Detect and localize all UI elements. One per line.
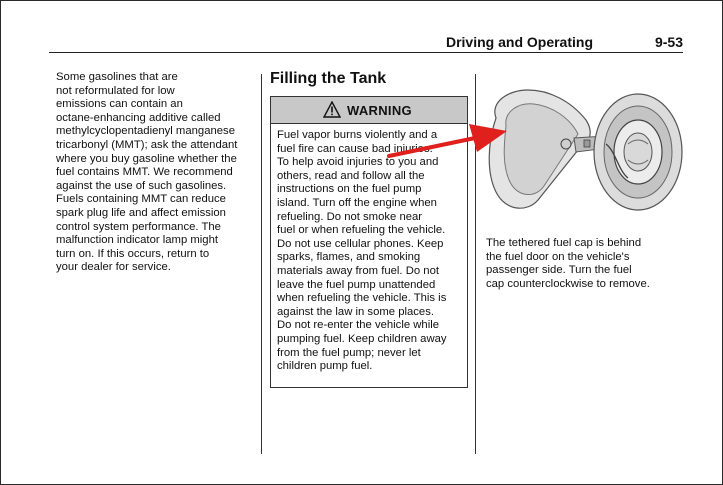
warning-line: fuel fire can cause bad injuries.	[277, 142, 433, 155]
text-line: where you buy gasoline whether the	[56, 152, 237, 165]
warning-line: instructions on the fuel pump	[277, 183, 422, 196]
left-column-text	[56, 71, 256, 275]
warning-line: Do not use cellular phones. Keep	[277, 237, 444, 250]
warning-line: Fuel vapor burns violently and a	[277, 129, 438, 141]
text-line: spark plug life and affect emission	[56, 206, 226, 219]
warning-header	[271, 97, 467, 124]
section-heading: Filling the Tank	[270, 70, 387, 87]
warning-line: children pump fuel.	[277, 360, 373, 373]
text-line: not reformulated for low	[56, 84, 175, 97]
text-line: methylcyclopentadienyl manganese	[56, 125, 235, 138]
caption-line: the fuel door on the vehicle's	[486, 250, 630, 263]
text-line: malfunction indicator lamp might	[56, 234, 218, 247]
warning-line: from the fuel pump; never let	[277, 346, 421, 359]
page-number: 9-53	[654, 34, 683, 50]
warning-title: WARNING	[347, 103, 412, 118]
text-line: fuel contains MMT. We recommend	[56, 166, 233, 179]
warning-line: pumping fuel. Keep children away	[277, 332, 447, 345]
caption-line: The tethered fuel cap is behind	[486, 237, 642, 249]
warning-line: Do not re-enter the vehicle while	[277, 319, 440, 332]
text-line: octane-enhancing additive called	[56, 111, 221, 124]
section-title: Driving and Operating	[445, 34, 593, 50]
text-line: your dealer for service.	[56, 261, 171, 274]
warning-line: To help avoid injuries to you and	[277, 156, 439, 169]
text-line: tricarbonyl (MMT); ask the attendant	[56, 138, 238, 151]
warning-line: fuel or when refueling the vehicle.	[277, 224, 446, 237]
warning-line: materials away from fuel. Do not	[277, 264, 439, 277]
red-arrow-icon	[383, 122, 513, 167]
warning-line: when refueling the vehicle. This is	[277, 292, 447, 305]
illustration-caption	[486, 237, 676, 291]
page-header	[49, 34, 683, 50]
header-divider	[49, 52, 683, 53]
warning-line: others, read and follow all the	[277, 169, 425, 182]
text-line: against the use of such gasolines.	[56, 179, 227, 192]
warning-line: sparks, flames, and smoking	[277, 251, 421, 264]
caption-line: passenger side. Turn the fuel	[486, 264, 632, 277]
warning-line: against the law in some places.	[277, 305, 434, 318]
warning-line: leave the fuel pump unattended	[277, 278, 436, 291]
column-divider-left	[261, 74, 262, 454]
warning-line: island. Turn off the engine when	[277, 196, 437, 209]
text-line: Some gasolines that are	[56, 71, 178, 83]
warning-line: refueling. Do not smoke near	[277, 210, 423, 223]
caption-line: cap counterclockwise to remove.	[486, 277, 650, 290]
text-line: Fuels containing MMT can reduce	[56, 193, 226, 206]
text-line: turn on. If this occurs, return to	[56, 247, 210, 260]
text-line: control system performance. The	[56, 220, 221, 233]
warning-triangle-icon	[323, 101, 341, 118]
text-line: emissions can contain an	[56, 98, 183, 111]
